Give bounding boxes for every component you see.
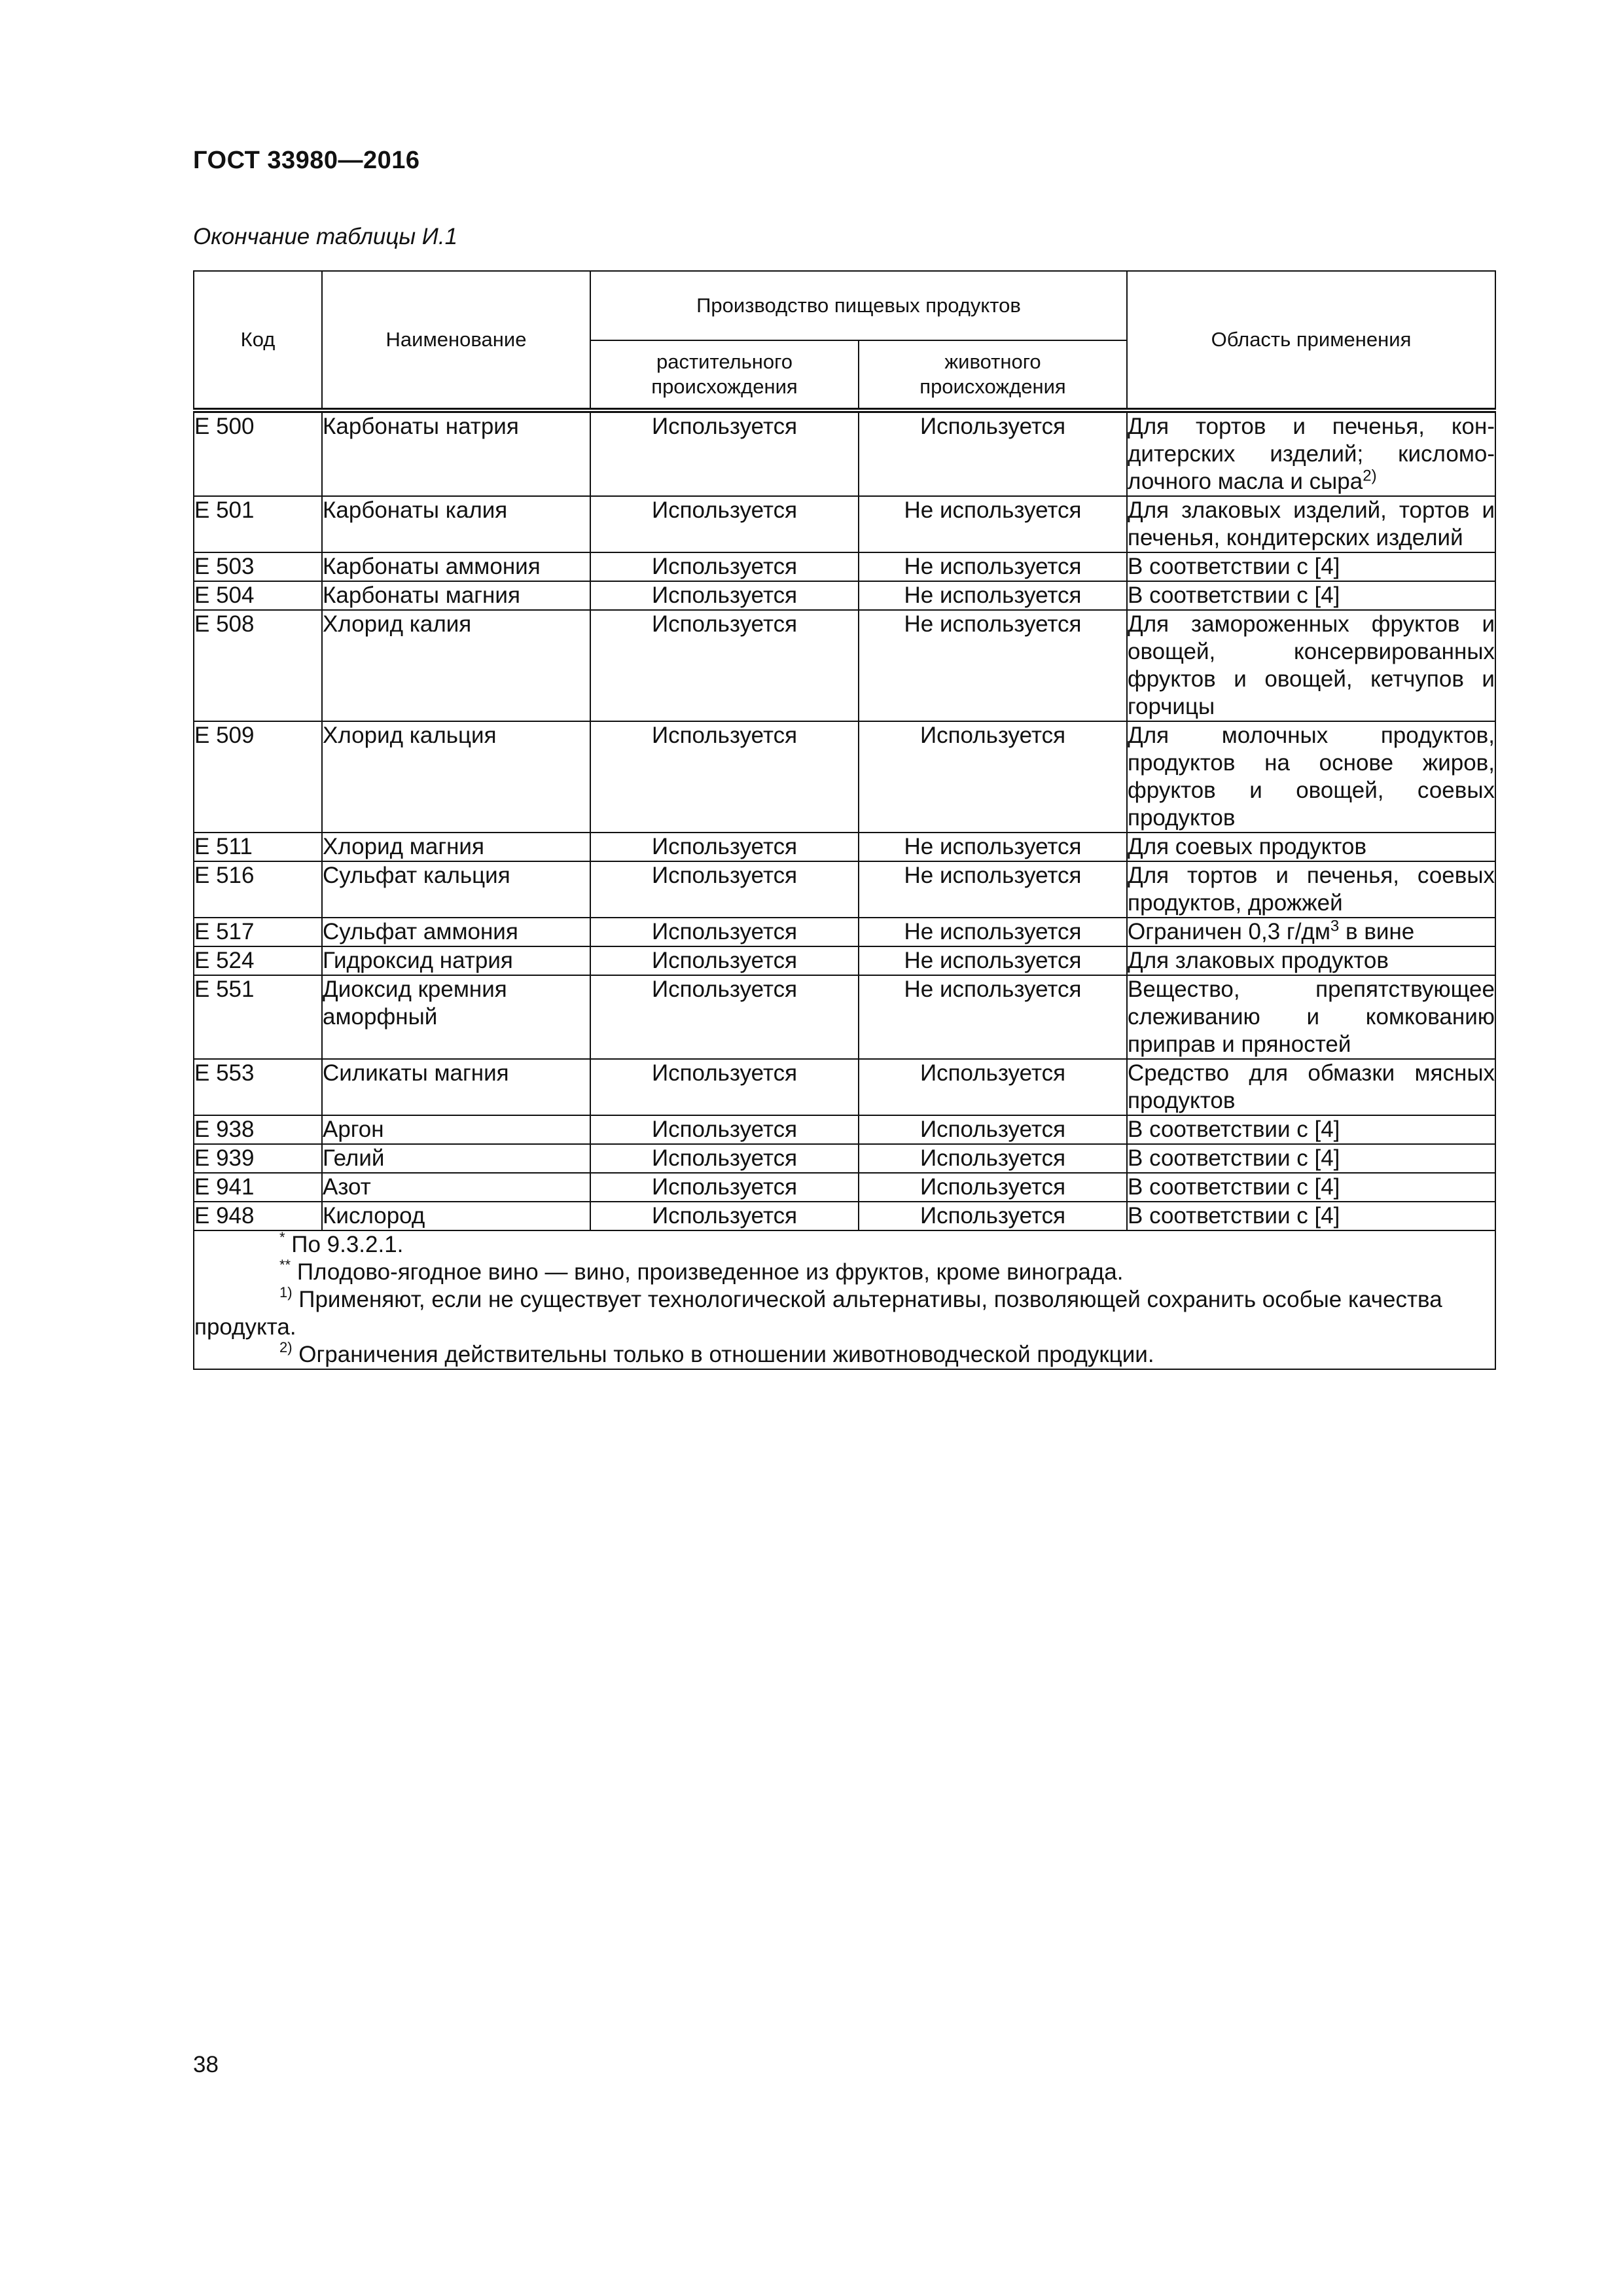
cell-plant-origin: Используется <box>590 1202 859 1230</box>
cell-code: Е 516 <box>194 861 322 918</box>
cell-area <box>1127 610 1495 721</box>
cell-animal-origin: Используется <box>859 1115 1127 1144</box>
footnote-reference: 3 <box>1330 917 1340 935</box>
footnote-mark: ** <box>279 1257 291 1274</box>
cell-animal-origin: Используется <box>859 410 1127 496</box>
cell-animal-origin: Не используется <box>859 552 1127 581</box>
header-area: Область применения <box>1127 271 1495 410</box>
cell-name: Карбонаты магния <box>322 581 590 610</box>
cell-plant-origin: Используется <box>590 581 859 610</box>
cell-area-text: Для злаковых изделий, тортов и печенья, кондитерских изделий <box>1128 497 1495 550</box>
table-row <box>194 946 1495 975</box>
table-row <box>194 833 1495 861</box>
cell-animal-origin: Не используется <box>859 833 1127 861</box>
cell-area <box>1127 1115 1495 1144</box>
cell-code: Е 524 <box>194 946 322 975</box>
header-name: Наименование <box>322 271 590 410</box>
table-row <box>194 975 1495 1059</box>
table-row <box>194 1173 1495 1202</box>
footnote-text: По 9.3.2.1. <box>285 1232 404 1257</box>
cell-animal-origin: Не используется <box>859 861 1127 918</box>
footnote <box>194 1259 1495 1286</box>
cell-code: Е 941 <box>194 1173 322 1202</box>
cell-code: Е 939 <box>194 1144 322 1173</box>
cell-animal-origin: Не используется <box>859 581 1127 610</box>
cell-animal-origin: Используется <box>859 1059 1127 1115</box>
cell-code: Е 938 <box>194 1115 322 1144</box>
cell-code: Е 508 <box>194 610 322 721</box>
cell-plant-origin: Используется <box>590 552 859 581</box>
cell-plant-origin: Используется <box>590 975 859 1059</box>
cell-code: Е 503 <box>194 552 322 581</box>
table-row <box>194 1144 1495 1173</box>
cell-area <box>1127 861 1495 918</box>
footnote-mark: 2) <box>279 1339 293 1356</box>
cell-code: Е 551 <box>194 975 322 1059</box>
table-row <box>194 1202 1495 1230</box>
header-animal-origin: животного происхождения <box>859 340 1127 410</box>
footnote-text: Применяют, если не существует технологической альтернативы, позволяющей сохранить особые качества продукта. <box>194 1287 1442 1340</box>
footnote-text: Ограничения действительны только в отношении животноводческой продукции. <box>292 1342 1154 1367</box>
cell-animal-origin: Не используется <box>859 610 1127 721</box>
cell-area <box>1127 496 1495 552</box>
cell-animal-origin: Не используется <box>859 946 1127 975</box>
cell-area <box>1127 918 1495 946</box>
cell-area-text: Средство для обмазки мясных продуктов <box>1128 1060 1495 1113</box>
cell-plant-origin: Используется <box>590 946 859 975</box>
footnote <box>194 1341 1495 1369</box>
cell-code: Е 517 <box>194 918 322 946</box>
cell-name: Сульфат аммония <box>322 918 590 946</box>
cell-name: Аргон <box>322 1115 590 1144</box>
table-row <box>194 581 1495 610</box>
cell-plant-origin: Используется <box>590 496 859 552</box>
table-row <box>194 496 1495 552</box>
table-row <box>194 1115 1495 1144</box>
cell-plant-origin: Используется <box>590 721 859 833</box>
table-caption: Окончание таблицы И.1 <box>193 224 458 249</box>
cell-name: Гидроксид натрия <box>322 946 590 975</box>
cell-name: Силикаты магния <box>322 1059 590 1115</box>
cell-plant-origin: Используется <box>590 861 859 918</box>
table-notes <box>194 1230 1495 1369</box>
cell-animal-origin: Не используется <box>859 975 1127 1059</box>
cell-area-text: Для тортов и печенья, соевых продуктов, дрожжей <box>1128 863 1495 916</box>
cell-name: Карбонаты аммония <box>322 552 590 581</box>
cell-name: Карбонаты натрия <box>322 410 590 496</box>
cell-area <box>1127 1059 1495 1115</box>
cell-plant-origin: Используется <box>590 410 859 496</box>
header-plant-origin: растительного происхождения <box>590 340 859 410</box>
table-row <box>194 410 1495 496</box>
cell-area-text: В соответствии с [4] <box>1128 1117 1340 1142</box>
cell-animal-origin: Используется <box>859 1173 1127 1202</box>
cell-area <box>1127 552 1495 581</box>
cell-area-text: Для тортов и печенья, кондитерских изделий; кисломолочного масла и сыра <box>1128 414 1495 494</box>
cell-area-text: В соответствии с [4] <box>1128 1203 1340 1229</box>
cell-area-tail: в вине <box>1339 919 1415 944</box>
cell-plant-origin: Используется <box>590 918 859 946</box>
cell-animal-origin: Не используется <box>859 918 1127 946</box>
cell-name: Кислород <box>322 1202 590 1230</box>
header-production: Производство пищевых продуктов <box>590 271 1127 340</box>
table-header <box>194 271 1495 410</box>
cell-code: Е 511 <box>194 833 322 861</box>
footnote-mark: 1) <box>279 1284 293 1301</box>
cell-area-text: Вещество, препятствующее слеживанию и комкованию приправ и пряностей <box>1128 977 1495 1057</box>
cell-code: Е 501 <box>194 496 322 552</box>
table-body <box>194 410 1495 1230</box>
cell-code: Е 553 <box>194 1059 322 1115</box>
cell-name: Азот <box>322 1173 590 1202</box>
footnote <box>194 1231 1495 1259</box>
table-row <box>194 918 1495 946</box>
cell-name: Диоксид кремния аморфный <box>322 975 590 1059</box>
footnote-reference: 2) <box>1363 467 1377 485</box>
footnote <box>194 1286 1495 1341</box>
cell-animal-origin: Используется <box>859 1202 1127 1230</box>
cell-area-text: В соответствии с [4] <box>1128 554 1340 579</box>
footnote-mark: * <box>279 1229 285 1246</box>
table-row <box>194 721 1495 833</box>
cell-area-text: В соответствии с [4] <box>1128 1145 1340 1171</box>
cell-plant-origin: Используется <box>590 1059 859 1115</box>
cell-name: Хлорид кальция <box>322 721 590 833</box>
cell-name: Хлорид магния <box>322 833 590 861</box>
header-code: Код <box>194 271 322 410</box>
cell-plant-origin: Используется <box>590 833 859 861</box>
cell-name: Сульфат кальция <box>322 861 590 918</box>
cell-area <box>1127 1173 1495 1202</box>
cell-animal-origin: Используется <box>859 721 1127 833</box>
cell-area-text: Ограничен 0,3 г/дм <box>1128 919 1330 944</box>
cell-area-text: Для молочных продуктов, продуктов на основе жиров, фруктов и овощей, соевых продуктов <box>1128 723 1495 831</box>
table-row <box>194 552 1495 581</box>
table-row <box>194 861 1495 918</box>
cell-area-text: В соответствии с [4] <box>1128 1174 1340 1200</box>
table-row <box>194 1059 1495 1115</box>
cell-plant-origin: Используется <box>590 610 859 721</box>
cell-area <box>1127 581 1495 610</box>
cell-plant-origin: Используется <box>590 1144 859 1173</box>
cell-area <box>1127 410 1495 496</box>
additives-table <box>193 270 1496 1370</box>
cell-area-text: В соответствии с [4] <box>1128 583 1340 608</box>
cell-area <box>1127 946 1495 975</box>
cell-area <box>1127 1202 1495 1230</box>
footnote-text: Плодово-ягодное вино — вино, произведенное из фруктов, кроме винограда. <box>291 1259 1124 1285</box>
cell-code: Е 504 <box>194 581 322 610</box>
cell-area <box>1127 1144 1495 1173</box>
cell-code: Е 500 <box>194 410 322 496</box>
cell-area-text: Для соевых продуктов <box>1128 834 1367 859</box>
cell-area-text: Для замороженных фруктов и овощей, консервированных фруктов и овощей, кетчупов и горчицы <box>1128 611 1495 719</box>
cell-name: Карбонаты калия <box>322 496 590 552</box>
cell-area-text: Для злаковых продуктов <box>1128 948 1389 973</box>
cell-code: Е 509 <box>194 721 322 833</box>
cell-plant-origin: Используется <box>590 1115 859 1144</box>
cell-animal-origin: Не используется <box>859 496 1127 552</box>
cell-code: Е 948 <box>194 1202 322 1230</box>
cell-area <box>1127 721 1495 833</box>
cell-name: Гелий <box>322 1144 590 1173</box>
cell-area <box>1127 833 1495 861</box>
cell-name: Хлорид калия <box>322 610 590 721</box>
cell-plant-origin: Используется <box>590 1173 859 1202</box>
cell-animal-origin: Используется <box>859 1144 1127 1173</box>
page-number: 38 <box>193 2052 219 2077</box>
document-title: ГОСТ 33980—2016 <box>193 147 420 174</box>
cell-area <box>1127 975 1495 1059</box>
table-row <box>194 610 1495 721</box>
